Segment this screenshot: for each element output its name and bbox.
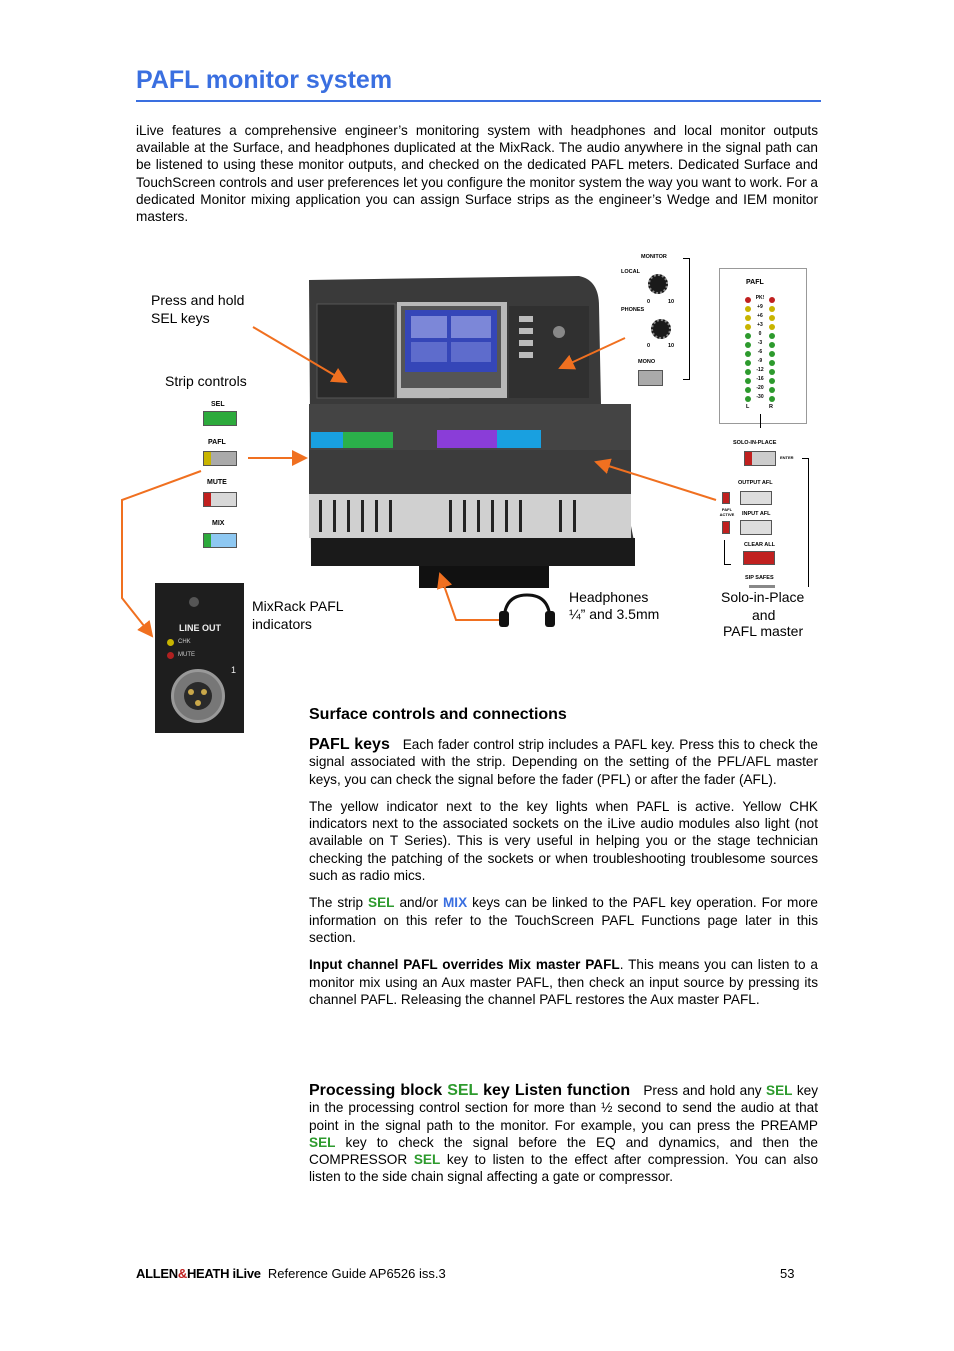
meter-led-left <box>745 351 751 357</box>
chk-label: CHK <box>178 639 191 645</box>
press-hold-label: Press and hold <box>151 292 245 308</box>
meter-led-left <box>745 387 751 393</box>
mixrack-label-line2: indicators <box>252 616 312 632</box>
pafl-meter-ladder <box>720 295 806 405</box>
input-afl-led <box>722 521 730 534</box>
meter-scale-label: -30 <box>756 394 764 400</box>
input-afl-label: INPUT AFL <box>742 511 771 517</box>
footer-guide: Reference Guide AP6526 iss.3 <box>267 1266 446 1281</box>
phones-knob-max: 10 <box>668 343 675 349</box>
clear-all-key[interactable] <box>743 551 775 565</box>
meter-scale-label: +9 <box>757 304 763 310</box>
section-heading: Surface controls and connections <box>309 706 567 723</box>
pafl-bracket <box>724 540 731 565</box>
headphones-label-line2: ¼” and 3.5mm <box>569 606 660 622</box>
brand-product: iLive <box>229 1266 261 1281</box>
meter-scale-label: -16 <box>756 376 764 382</box>
meter-divider <box>760 414 761 428</box>
sel-keys-label: SEL keys <box>151 310 210 326</box>
phones-level-knob[interactable] <box>651 319 671 339</box>
meter-right-label: R <box>769 404 773 410</box>
pafl-para4: Input channel PAFL overrides Mix master PAFL. This means you can listen to a monitor mix using an Aux master PAFL, then check an input source by pressing its channel PAFL. Releasing the channel PAFL restores the Aux master PAFL. <box>309 957 818 1007</box>
mixrack-label-line1: MixRack PAFL <box>252 598 344 614</box>
pafl-keys-block <box>309 736 818 1018</box>
pafl-keys-heading: PAFL keys <box>309 736 390 753</box>
headphones-label-line1: Headphones <box>569 589 649 605</box>
meter-led-right <box>769 378 775 384</box>
meter-scale-label: -20 <box>756 385 764 391</box>
meter-led-right <box>769 360 775 366</box>
meter-led-right <box>769 342 775 348</box>
strip-controls-label: Strip controls <box>165 373 247 389</box>
pafl-active-label: PAFL ACTIVE <box>719 507 735 517</box>
pafl-para3: The strip SEL and/or MIX keys can be linked to the PAFL key operation. For more information on this refer to the TouchScreen PAFL Functions page later in this section. <box>309 895 818 945</box>
meter-led-right <box>769 396 775 402</box>
meter-led-left <box>745 342 751 348</box>
meter-led-left <box>745 306 751 312</box>
pafl-meter-panel <box>719 268 807 424</box>
monitor-label: MONITOR <box>641 254 667 260</box>
footer <box>136 1266 446 1281</box>
meter-led-left <box>745 360 751 366</box>
meter-scale-label: +6 <box>757 313 763 319</box>
pafl-meter-title: PAFL <box>746 279 764 286</box>
page-number: 53 <box>780 1266 795 1281</box>
mix-highlight: MIX <box>442 895 468 911</box>
pafl-active-led <box>722 492 730 504</box>
mono-button[interactable] <box>638 370 663 386</box>
headphones-icon <box>498 591 556 629</box>
phones-label: PHONES <box>621 307 645 313</box>
meter-led-left <box>745 297 751 303</box>
line-out-label: LINE OUT <box>179 623 221 633</box>
meter-scale-label: -9 <box>757 358 763 364</box>
meter-left-label: L <box>746 404 750 410</box>
phones-knob-min: 0 <box>647 343 651 349</box>
sip-bracket <box>802 458 809 587</box>
sip-label-line2: and <box>752 607 776 623</box>
sip-label-line3: PAFL master <box>723 623 804 639</box>
clear-all-label: CLEAR ALL <box>744 542 775 548</box>
meter-led-left <box>745 315 751 321</box>
meter-led-right <box>769 306 775 312</box>
meter-led-right <box>769 297 775 303</box>
mono-label: MONO <box>638 359 656 365</box>
solo-in-place-label: SOLO-IN-PLACE <box>733 440 777 446</box>
page-title: PAFL monitor system <box>136 66 393 94</box>
output-afl-label: OUTPUT AFL <box>738 480 773 486</box>
meter-scale-label: -6 <box>757 349 763 355</box>
meter-led-left <box>745 378 751 384</box>
meter-led-right <box>769 351 775 357</box>
meter-led-right <box>769 324 775 330</box>
monitor-bracket <box>683 258 690 380</box>
pafl-para2: The yellow indicator next to the key lights when PAFL is active. Yellow CHK indicators next to the associated sockets on the iLive audio modules also light (not available on T Series). This is very useful in helping you or the stage technician checking the patching of the sockets or when troubleshooting troublesome sources such as radio mics. <box>309 798 818 884</box>
intro-paragraph: iLive features a comprehensive engineer’s monitoring system with headphones and local monitor outputs available at the Surface, and headphones duplicated at the MixRack. The audio anywhere in the signal path can be listened to using these monitor outputs, and checked on the dedicated PAFL meters. Dedicated Surface and TouchScreen controls and user preferences let you configure the monitor system the way you want to work. For a dedicated Monitor mixing application you can assign Surface strips as the engineer’s Wedge and IEM monitor masters. <box>136 123 818 225</box>
brand-heath: HEATH <box>186 1266 230 1281</box>
mute-small-label: MUTE <box>178 652 195 658</box>
local-knob-max: 10 <box>668 299 675 305</box>
input-afl-key[interactable] <box>740 520 772 535</box>
sel-highlight: SEL <box>368 895 395 911</box>
meter-scale-label: -12 <box>756 367 764 373</box>
strip-mute-label: MUTE <box>207 479 227 486</box>
meter-led-right <box>769 315 775 321</box>
brand-amp: & <box>177 1266 187 1281</box>
meter-led-left <box>745 324 751 330</box>
meter-led-left <box>745 396 751 402</box>
strip-pafl-label: PAFL <box>208 439 226 446</box>
brand-allen: ALLEN <box>136 1266 178 1281</box>
solo-in-place-key[interactable] <box>744 451 776 466</box>
socket-number: 1 <box>231 665 237 675</box>
output-afl-key[interactable] <box>740 491 772 505</box>
meter-scale-label: 0 <box>758 331 762 337</box>
meter-led-right <box>769 387 775 393</box>
meter-led-left <box>745 333 751 339</box>
pafl-keys-text: Each fader control strip includes a PAFL key. Press this to check the signal associated with the strip. Depending on the setting of the PFL/AFL master keys, you can check the signal before the fader (PFL) or after the fader (AFL). <box>309 737 818 787</box>
processing-block: Processing block SEL key Listen function Press and hold any SEL key in the processing control section for more than ½ second to send the audio at that point in the signal path to the monitor. For example, you can press the PREAMP SEL key to check the signal before the EQ and dynamics, and then the COMPRESSOR SEL key to listen to the effect after compression. You can also listen to the side chain signal affecting a gate or compressor. <box>309 1082 819 1185</box>
meter-led-right <box>769 369 775 375</box>
enter-label: ENTER <box>780 455 794 460</box>
meter-scale-label: +3 <box>757 322 763 328</box>
local-label: LOCAL <box>621 269 640 275</box>
local-knob-min: 0 <box>647 299 651 305</box>
meter-led-right <box>769 333 775 339</box>
meter-scale-label: -3 <box>757 340 763 346</box>
sip-label-line1: Solo-in-Place <box>721 589 805 605</box>
meter-scale-label: PK! <box>755 295 765 301</box>
local-level-knob[interactable] <box>648 274 668 294</box>
meter-led-left <box>745 369 751 375</box>
strip-mix-label: MIX <box>212 520 225 527</box>
processing-heading: Processing block SEL key Listen function <box>309 1082 631 1099</box>
sip-safes-label: SIP SAFES <box>745 575 774 581</box>
strip-sel-label: SEL <box>211 401 225 408</box>
